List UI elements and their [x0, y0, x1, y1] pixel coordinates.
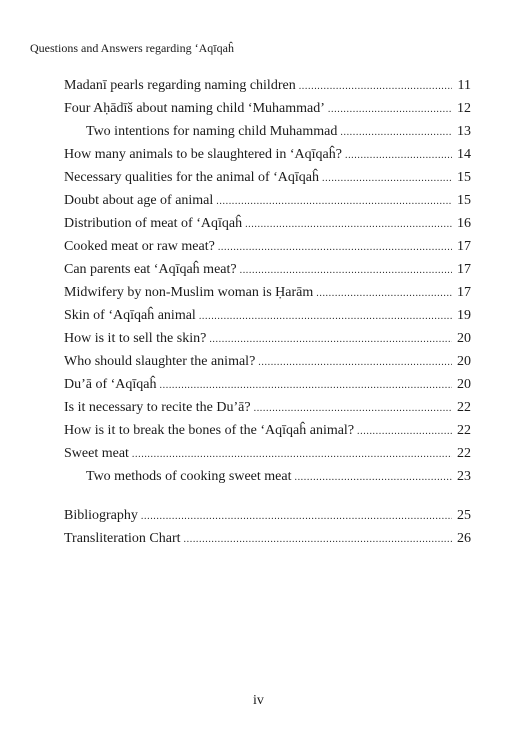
dot-leader — [141, 508, 452, 525]
toc-entry-title: Du’ā of ‘Aqīqaĥ — [64, 377, 157, 392]
toc-entry-title: Doubt about age of animal — [64, 193, 214, 208]
toc-entry-title: How is it to sell the skin? — [64, 331, 207, 346]
dot-leader — [345, 147, 452, 164]
toc-subentry[interactable] — [64, 123, 471, 146]
dot-leader — [245, 216, 452, 233]
toc-entry-title: Can parents eat ‘Aqīqaĥ meat? — [64, 262, 237, 277]
toc-entry-page: 20 — [457, 354, 471, 369]
toc-entry[interactable] — [64, 330, 471, 353]
toc-entry-page: 19 — [457, 308, 471, 323]
toc-entry[interactable] — [64, 376, 471, 399]
dot-leader — [258, 354, 452, 371]
toc-entry[interactable] — [64, 100, 471, 123]
dot-leader — [199, 308, 452, 325]
toc-entry-page: 17 — [457, 285, 471, 300]
toc-entry[interactable] — [64, 192, 471, 215]
toc-entry-page: 23 — [457, 469, 471, 484]
running-header: Questions and Answers regarding ‘Aqīqaĥ — [30, 41, 234, 55]
dot-leader — [357, 423, 452, 440]
toc-subentry[interactable] — [64, 468, 471, 491]
toc-entry-page: 20 — [457, 377, 471, 392]
toc-entry-page: 22 — [457, 400, 471, 415]
toc-entry-page: 13 — [457, 124, 471, 139]
toc-entry-title: Madanī pearls regarding naming children — [64, 78, 296, 93]
toc-entry-title: Bibliography — [64, 508, 138, 523]
toc-entry-page: 26 — [457, 531, 471, 546]
toc-entry[interactable] — [64, 146, 471, 169]
toc-entry-page: 25 — [457, 508, 471, 523]
dot-leader — [328, 101, 452, 118]
dot-leader — [218, 239, 452, 256]
toc-entry[interactable] — [64, 77, 471, 100]
dot-leader — [184, 531, 452, 548]
toc-entry-title: Transliteration Chart — [64, 531, 181, 546]
toc-entry-title: Two intentions for naming child Muhammad — [86, 124, 338, 139]
toc-entry-title: Who should slaughter the animal? — [64, 354, 256, 369]
toc-entry-page: 17 — [457, 239, 471, 254]
dot-leader — [209, 331, 452, 348]
dot-leader — [254, 400, 452, 417]
page-number: iv — [253, 693, 264, 708]
toc-entry-page: 16 — [457, 216, 471, 231]
toc-entry-page: 20 — [457, 331, 471, 346]
toc-entry-title: Skin of ‘Aqīqaĥ animal — [64, 308, 196, 323]
toc-entry[interactable] — [64, 422, 471, 445]
toc-entry[interactable] — [64, 215, 471, 238]
toc-entry-title: Distribution of meat of ‘Aqīqaĥ — [64, 216, 243, 231]
toc-entry[interactable] — [64, 507, 471, 530]
dot-leader — [160, 377, 452, 394]
toc-entry-page: 12 — [457, 101, 471, 116]
toc-entry[interactable] — [64, 399, 471, 422]
toc-entry-page: 15 — [457, 193, 471, 208]
toc-entry[interactable] — [64, 445, 471, 468]
dot-leader — [299, 78, 452, 95]
toc-entry-title: Two methods of cooking sweet meat — [86, 469, 292, 484]
dot-leader — [340, 124, 452, 141]
toc-entry-title: Sweet meat — [64, 446, 129, 461]
toc-entry-title: Four Aḥādīš about naming child ‘Muhammad’ — [64, 101, 325, 116]
toc-entry-title: Midwifery by non-Muslim woman is Ḥarām — [64, 285, 314, 300]
toc-entry[interactable] — [64, 307, 471, 330]
toc-entry-title: Necessary qualities for the animal of ‘Aqīqaĥ — [64, 170, 320, 185]
toc-entry-page: 17 — [457, 262, 471, 277]
dot-leader — [216, 193, 452, 210]
dot-leader — [322, 170, 452, 187]
dot-leader — [240, 262, 452, 279]
toc-entry[interactable] — [64, 238, 471, 261]
toc-entry-page: 15 — [457, 170, 471, 185]
toc-entry-page: 14 — [457, 147, 471, 162]
toc-entry[interactable] — [64, 353, 471, 376]
dot-leader — [316, 285, 452, 302]
toc-entry[interactable] — [64, 284, 471, 307]
toc-entry-page: 22 — [457, 423, 471, 438]
toc-entry[interactable] — [64, 169, 471, 192]
table-of-contents — [64, 77, 471, 553]
toc-entry-title: How is it to break the bones of the ‘Aqīqaĥ animal? — [64, 423, 355, 438]
dot-leader — [294, 469, 452, 486]
toc-entry-page: 22 — [457, 446, 471, 461]
toc-entry-title: Is it necessary to recite the Du’ā? — [64, 400, 251, 415]
dot-leader — [132, 446, 452, 463]
toc-entry-title: Cooked meat or raw meat? — [64, 239, 215, 254]
toc-entry[interactable] — [64, 261, 471, 284]
toc-entry-title: How many animals to be slaughtered in ‘Aqīqaĥ? — [64, 147, 342, 162]
toc-entry-page: 11 — [457, 78, 471, 93]
toc-entry[interactable] — [64, 530, 471, 553]
